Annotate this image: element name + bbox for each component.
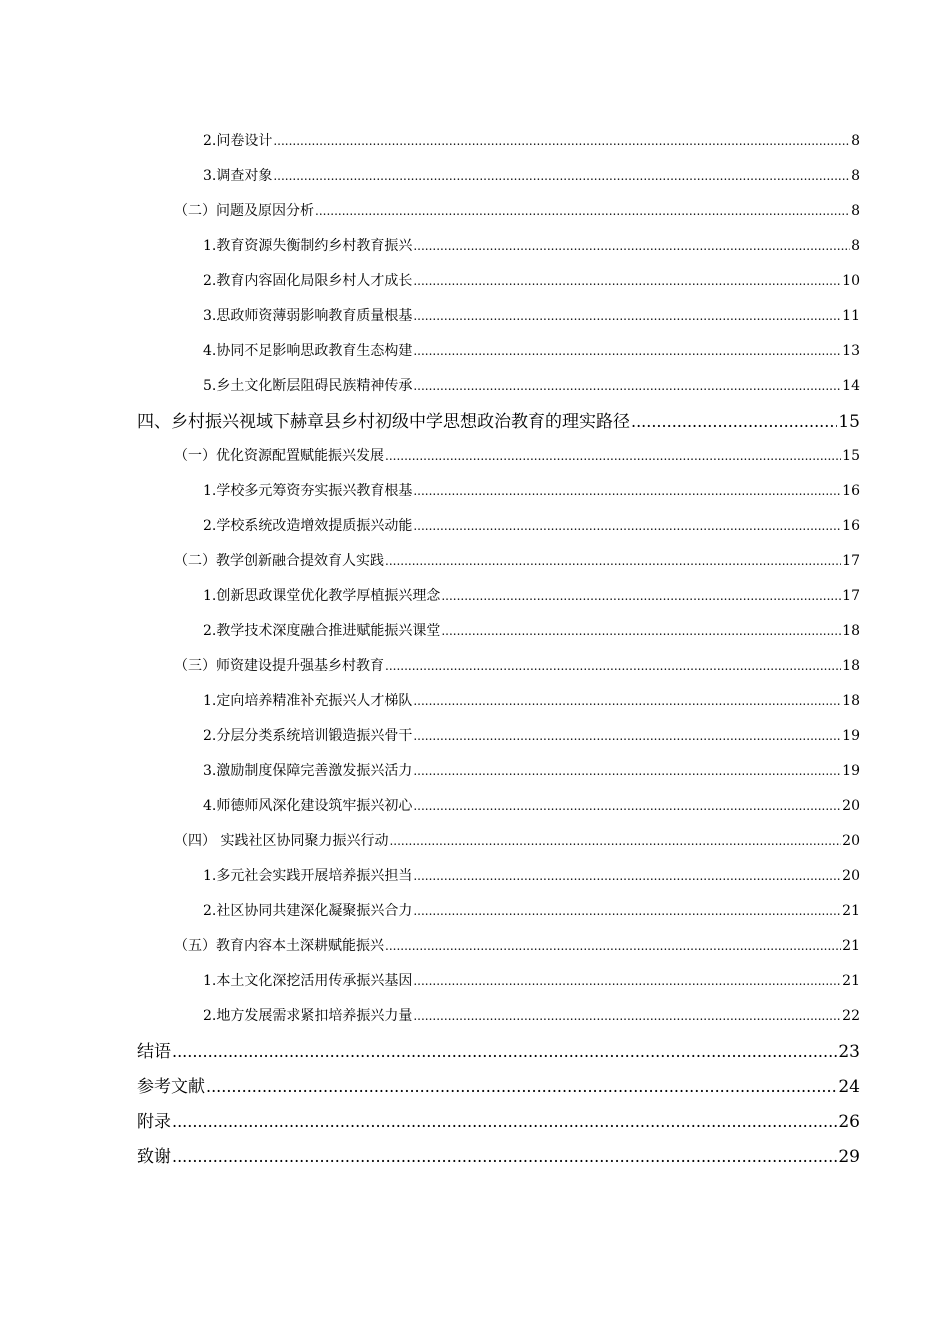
toc-dot-leader (413, 369, 841, 404)
toc-entry-title: 1.教育资源失衡制约乡村教育振兴 (203, 238, 413, 254)
toc-entry[interactable] (137, 229, 860, 264)
toc-entry[interactable] (137, 1104, 860, 1139)
toc-entry[interactable] (137, 719, 860, 754)
toc-entry[interactable] (137, 194, 860, 229)
toc-dot-leader (385, 929, 841, 964)
toc-dot-leader (273, 124, 850, 159)
toc-page-number: 19 (842, 763, 860, 779)
toc-dot-leader (413, 299, 841, 334)
toc-dot-leader (413, 754, 841, 789)
toc-entry[interactable] (137, 1069, 860, 1104)
toc-entry[interactable] (137, 824, 860, 859)
toc-page-number: 24 (838, 1077, 860, 1097)
toc-page-number: 17 (842, 588, 860, 604)
toc-entry-title: 5.乡土文化断层阻碍民族精神传承 (203, 378, 413, 394)
toc-entry-title: 2.社区协同共建深化凝聚振兴合力 (203, 903, 413, 919)
toc-entry-title: 1.创新思政课堂优化教学厚植振兴理念 (203, 588, 441, 604)
toc-entry[interactable] (137, 474, 860, 509)
toc-page-number: 22 (842, 1008, 860, 1024)
toc-dot-leader (413, 509, 841, 544)
toc-page-number: 26 (838, 1112, 860, 1132)
toc-entry-title: （四） 实践社区协同聚力振兴行动 (174, 833, 389, 849)
toc-entry-title: （五）教育内容本土深耕赋能振兴 (174, 938, 384, 954)
toc-entry-title: 3.调查对象 (203, 168, 273, 184)
toc-entry-title: 4.师德师风深化建设筑牢振兴初心 (203, 798, 413, 814)
toc-entry[interactable] (137, 894, 860, 929)
toc-entry-title: 结语 (137, 1042, 171, 1062)
toc-dot-leader (413, 964, 841, 999)
toc-dot-leader (413, 719, 841, 754)
toc-dot-leader (172, 1104, 837, 1140)
toc-dot-leader (385, 544, 841, 579)
toc-dot-leader (385, 649, 841, 684)
toc-page-number: 20 (842, 868, 860, 884)
toc-dot-leader (273, 159, 850, 194)
toc-entry[interactable] (137, 439, 860, 474)
toc-page-number: 16 (842, 518, 860, 534)
table-of-contents (137, 124, 860, 1174)
toc-entry[interactable] (137, 999, 860, 1034)
toc-page-number: 23 (838, 1042, 860, 1062)
toc-dot-leader (172, 1139, 837, 1175)
toc-entry-title: 2.地方发展需求紧扣培养振兴力量 (203, 1008, 413, 1024)
toc-entry-title: 2.分层分类系统培训锻造振兴骨干 (203, 728, 413, 744)
toc-dot-leader (413, 999, 841, 1034)
toc-dot-leader (413, 474, 841, 509)
toc-entry[interactable] (137, 544, 860, 579)
toc-entry-title: 3.思政师资薄弱影响教育质量根基 (203, 308, 413, 324)
toc-entry-title: 附录 (137, 1112, 171, 1132)
toc-entry-title: 1.学校多元筹资夯实振兴教育根基 (203, 483, 413, 499)
toc-entry[interactable] (137, 264, 860, 299)
toc-entry[interactable] (137, 369, 860, 404)
toc-page-number: 19 (842, 728, 860, 744)
toc-entry[interactable] (137, 789, 860, 824)
toc-entry-title: 1.定向培养精准补充振兴人才梯队 (203, 693, 413, 709)
toc-page-number: 18 (842, 658, 860, 674)
toc-dot-leader (389, 824, 841, 859)
toc-entry-title: 参考文献 (137, 1077, 205, 1097)
toc-entry-title: （二）问题及原因分析 (174, 203, 314, 219)
toc-entry-title: 4.协同不足影响思政教育生态构建 (203, 343, 413, 359)
toc-entry[interactable] (137, 1034, 860, 1069)
toc-page-number: 13 (842, 343, 860, 359)
toc-page-number: 14 (842, 378, 860, 394)
toc-page-number: 29 (838, 1147, 860, 1167)
toc-entry-title: 2.问卷设计 (203, 133, 273, 149)
toc-dot-leader (413, 789, 841, 824)
toc-page-number: 15 (838, 412, 860, 432)
toc-dot-leader (172, 1034, 837, 1070)
toc-entry[interactable] (137, 754, 860, 789)
toc-page-number: 8 (851, 168, 860, 184)
toc-page-number: 10 (842, 273, 860, 289)
toc-entry[interactable] (137, 159, 860, 194)
toc-entry[interactable] (137, 404, 860, 439)
toc-entry[interactable] (137, 124, 860, 159)
toc-entry-title: 2.教学技术深度融合推进赋能振兴课堂 (203, 623, 441, 639)
toc-page-number: 20 (842, 798, 860, 814)
toc-entry[interactable] (137, 929, 860, 964)
toc-entry-title: 四、乡村振兴视域下赫章县乡村初级中学思想政治教育的理实路径 (137, 412, 630, 432)
toc-page-number: 18 (842, 693, 860, 709)
toc-dot-leader (631, 404, 837, 440)
toc-dot-leader (441, 614, 841, 649)
toc-dot-leader (413, 894, 841, 929)
toc-entry-title: 3.激励制度保障完善激发振兴活力 (203, 763, 413, 779)
toc-entry[interactable] (137, 614, 860, 649)
toc-entry[interactable] (137, 579, 860, 614)
toc-page-number: 8 (851, 133, 860, 149)
toc-page-number: 21 (842, 973, 860, 989)
toc-dot-leader (441, 579, 841, 614)
toc-page-number: 16 (842, 483, 860, 499)
toc-page-number: 15 (842, 448, 860, 464)
toc-entry-title: 1.多元社会实践开展培养振兴担当 (203, 868, 413, 884)
toc-entry-title: （二）教学创新融合提效育人实践 (174, 553, 384, 569)
toc-dot-leader (385, 439, 841, 474)
toc-dot-leader (206, 1069, 837, 1105)
toc-entry-title: 2.学校系统改造增效提质振兴动能 (203, 518, 413, 534)
toc-entry-title: （一）优化资源配置赋能振兴发展 (174, 448, 384, 464)
toc-entry[interactable] (137, 299, 860, 334)
toc-entry-title: 致谢 (137, 1147, 171, 1167)
toc-dot-leader (413, 684, 841, 719)
toc-entry[interactable] (137, 509, 860, 544)
toc-entry[interactable] (137, 964, 860, 999)
toc-page-number: 21 (842, 938, 860, 954)
toc-page-number: 17 (842, 553, 860, 569)
toc-page-number: 8 (851, 238, 860, 254)
toc-entry-title: 1.本土文化深挖活用传承振兴基因 (203, 973, 413, 989)
toc-entry-title: 2.教育内容固化局限乡村人才成长 (203, 273, 413, 289)
toc-page-number: 20 (842, 833, 860, 849)
toc-page-number: 18 (842, 623, 860, 639)
toc-page-number: 8 (851, 203, 860, 219)
toc-entry[interactable] (137, 684, 860, 719)
toc-dot-leader (413, 859, 841, 894)
toc-entry[interactable] (137, 859, 860, 894)
toc-dot-leader (413, 229, 850, 264)
toc-entry[interactable] (137, 649, 860, 684)
toc-page-number: 21 (842, 903, 860, 919)
toc-entry-title: （三）师资建设提升强基乡村教育 (174, 658, 384, 674)
toc-entry[interactable] (137, 1139, 860, 1174)
toc-entry[interactable] (137, 334, 860, 369)
toc-dot-leader (413, 334, 841, 369)
toc-page-number: 11 (842, 308, 860, 324)
toc-dot-leader (315, 194, 850, 229)
toc-dot-leader (413, 264, 841, 299)
